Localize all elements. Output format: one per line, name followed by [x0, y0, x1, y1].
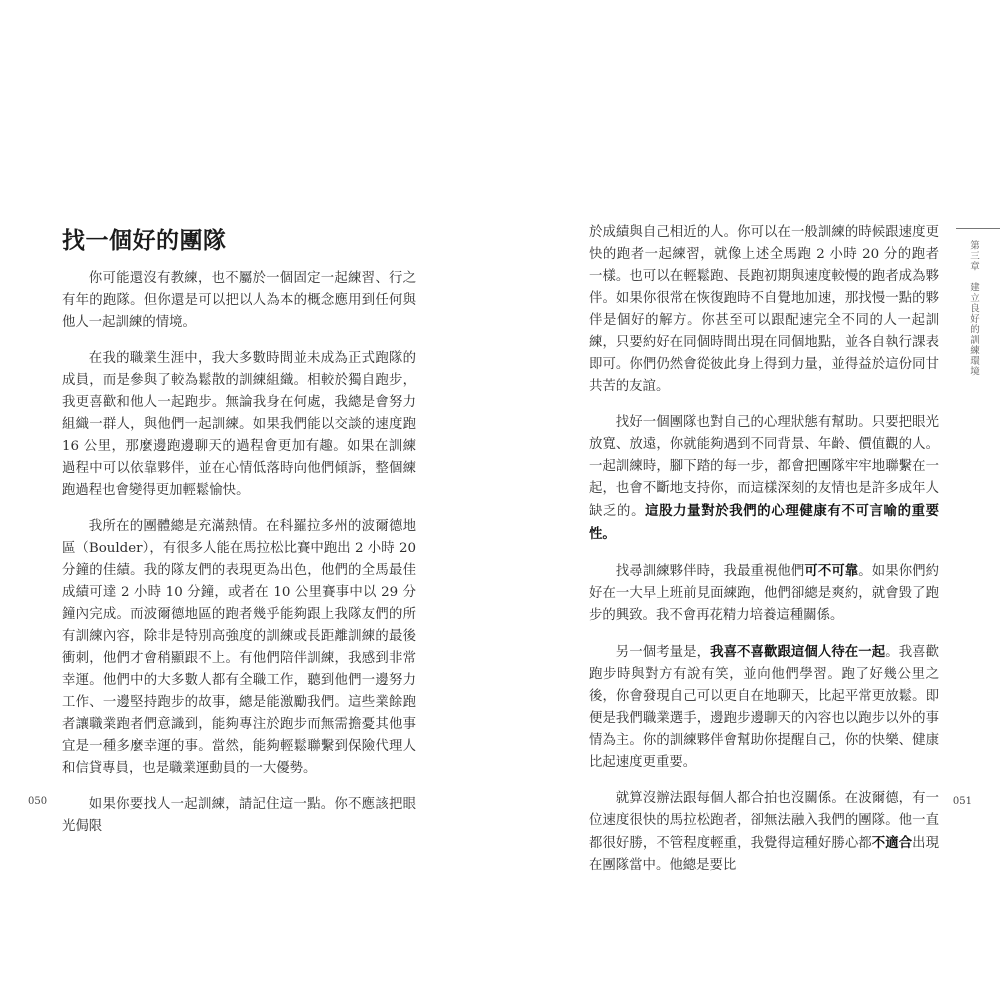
paragraph: 在我的職業生涯中，我大多數時間並未成為正式跑隊的成員，而是參與了較為鬆散的訓練組織。相較於獨自跑步，我更喜歡和他人一起跑步。無論我身在何處，我總是會努力組織一群人，與他們一起訓練。如果我們能以交談的速度跑 16 公里，那麼邊跑邊聊天的過程會更加有趣。如果在訓練過程中可以依靠夥伴，並在心情低落時向他們傾訴，整個練跑過程也會變得更加輕鬆愉快。	[62, 351, 416, 498]
left-body-text	[62, 268, 416, 838]
paragraph: 於成績與自己相近的人。你可以在一般訓練的時候跟速度更快的跑者一起練習，就像上述全馬跑 2 小時 20 分的跑者一樣。也可以在輕鬆跑、長跑初期與速度較慢的跑者成為夥伴。如果你很常在恢復跑時不自覺地加速，那找慢一點的夥伴是個好的解方。你甚至可以跟配速完全不同的人一起訓練，只要約好在同個時間出現在同個地點，並各自執行課表即可。你們仍然會從彼此身上得到力量，並得益於這份同甘共苦的友誼。	[589, 225, 939, 394]
paragraph-text: 。如果你們約好在一大早上班前見面練跑，他們卻總是爽約，就會毀了跑步的興致。我不會再花精力培養這種關係。	[589, 564, 940, 623]
emphasis-text: 這股力量對於我們的心理健康有不可言喻的重要性。	[589, 503, 940, 542]
paragraph-text: 。我喜歡跑步時與對方有說有笑，並向他們學習。跑了好幾公里之後，你會發現自己可以更自在地聊天，比起平常更放鬆。即便是我們職業選手，邊跑步邊聊天的內容也以跑步以外的事情為主。你的訓練夥伴會幫助你提醒自己，你的快樂、健康比起速度更重要。	[589, 645, 940, 770]
page-number-left: 050	[28, 796, 48, 807]
emphasis-text: 我喜不喜歡跟這個人待在一起	[710, 644, 886, 660]
paragraph-text: 就算沒辦法跟每個人都合拍也沒關係。在波爾德，有一位速度很快的馬拉松跑者，卻無法融入我們的團隊。他一直都很好勝，不管程度輕重，我覺得這種好勝心都	[589, 791, 939, 851]
running-head-rule	[956, 228, 1000, 229]
section-heading: 找一個好的團隊	[62, 228, 227, 254]
paragraph	[589, 560, 939, 627]
right-body-text	[589, 222, 939, 877]
emphasis-text: 可不可靠	[804, 563, 859, 579]
paragraph-text: 找尋訓練夥伴時，我最重視他們	[615, 564, 805, 579]
paragraph-text: 找好一個團隊也對自己的心理狀態有幫助。只要把眼光放寬、放遠，你就能夠遇到不同背景、年齡、價值觀的人。一起訓練時，腳下踏的每一步，都會把團隊牢牢地聯繫在一起，也會不斷地支持你，而這樣深刻的友情也是許多成年人缺乏的。	[589, 415, 939, 519]
paragraph: 我所在的團體總是充滿熱情。在科羅拉多州的波爾德地區（Boulder），有很多人能在馬拉松比賽中跑出 2 小時 20 分鐘的佳績。我的隊友們的表現更為出色，他們的全馬最佳成績可達 2 小時 10 分鐘，或者在 10 公里賽事中以 29 分鐘內完成。而波爾德地區的跑者幾乎能夠跟上我隊友們的所有訓練內容，除非是特別高強度的訓練或長距離訓練的最後衝刺，他們才會稍顯跟不上。有他們陪伴訓練，我感到非常幸運。他們中的大多數人都有全職工作，聽到他們一邊努力工作、一邊堅持跑步的故事，總是能激勵我們。這些業餘跑者讓職業跑者們意識到，能夠專注於跑步而無需擔憂其他事宜是一種多麼幸運的事。當然，能夠輕鬆聯繫到保險代理人和信貸專員，也是職業運動員的一大優勢。	[62, 519, 416, 776]
page-number-right: 051	[952, 796, 972, 807]
paragraph: 如果你要找人一起訓練，請記住這一點。你不應該把眼光侷限	[62, 797, 416, 834]
paragraph-text: 出現在團隊當中。他總是要比	[589, 836, 940, 873]
paragraph	[589, 641, 939, 774]
running-head: 第三章 建立良好的訓練環境	[968, 240, 979, 377]
paragraph: 你可能還沒有教練，也不屬於一個固定一起練習、行之有年的跑隊。但你還是可以把以人為本的概念應用到任何與他人一起訓練的情境。	[62, 271, 416, 330]
paragraph	[589, 412, 939, 546]
emphasis-text: 不適合	[871, 835, 913, 851]
paragraph-text: 另一個考量是，	[615, 645, 711, 660]
paragraph	[589, 788, 939, 877]
right-page	[500, 0, 1000, 1000]
